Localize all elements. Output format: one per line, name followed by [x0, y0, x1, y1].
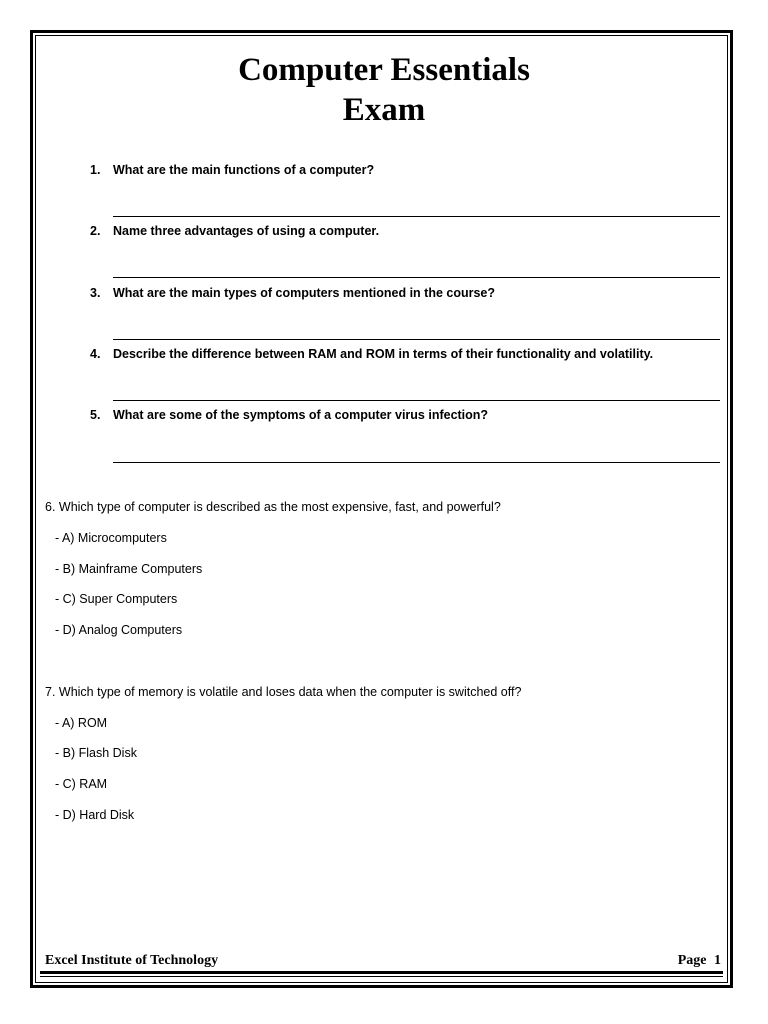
question-7-option-c[interactable]: - C) RAM [55, 777, 108, 791]
question-3-answer-line[interactable] [113, 339, 720, 340]
question-6-option-a[interactable]: - A) Microcomputers [55, 531, 167, 545]
question-2-number: 2. [90, 224, 101, 238]
question-5-answer-line[interactable] [113, 462, 720, 463]
question-7-option-b[interactable]: - B) Flash Disk [55, 746, 137, 760]
footer-page-number: Page 1 [677, 953, 721, 968]
question-6-text: 6. Which type of computer is described as the most expensive, fast, and powerful? [45, 500, 501, 514]
question-3-number: 3. [90, 286, 101, 300]
question-7-option-a[interactable]: - A) ROM [55, 716, 108, 730]
question-4-answer-line[interactable] [113, 400, 720, 401]
exam-title-line-2: Exam [342, 92, 426, 128]
question-5-number: 5. [90, 408, 101, 422]
exam-title [0, 50, 768, 130]
question-4-number: 4. [90, 347, 101, 361]
exam-title-line-1: Computer Essentials [238, 52, 530, 88]
question-6-option-b[interactable]: - B) Mainframe Computers [55, 562, 203, 576]
question-5-text: What are some of the symptoms of a computer virus infection? [113, 408, 489, 422]
question-1-answer-line[interactable] [113, 216, 720, 217]
question-2-answer-line[interactable] [113, 277, 720, 278]
question-3-text: What are the main types of computers mentioned in the course? [113, 286, 496, 300]
question-6-option-c[interactable]: - C) Super Computers [55, 592, 178, 606]
question-1-number: 1. [90, 163, 101, 177]
question-7-option-d[interactable]: - D) Hard Disk [55, 808, 135, 822]
footer-divider-thin [40, 976, 723, 977]
question-1-text: What are the main functions of a computer? [113, 163, 375, 177]
footer-institute-name: Excel Institute of Technology [45, 953, 219, 968]
footer-divider-thick [40, 971, 723, 974]
question-4-text: Describe the difference between RAM and ROM in terms of their functionality and volatility. [113, 347, 654, 361]
question-7-text: 7. Which type of memory is volatile and loses data when the computer is switched off? [45, 685, 522, 699]
question-6-option-d[interactable]: - D) Analog Computers [55, 623, 183, 637]
question-2-text: Name three advantages of using a computer. [113, 224, 380, 238]
